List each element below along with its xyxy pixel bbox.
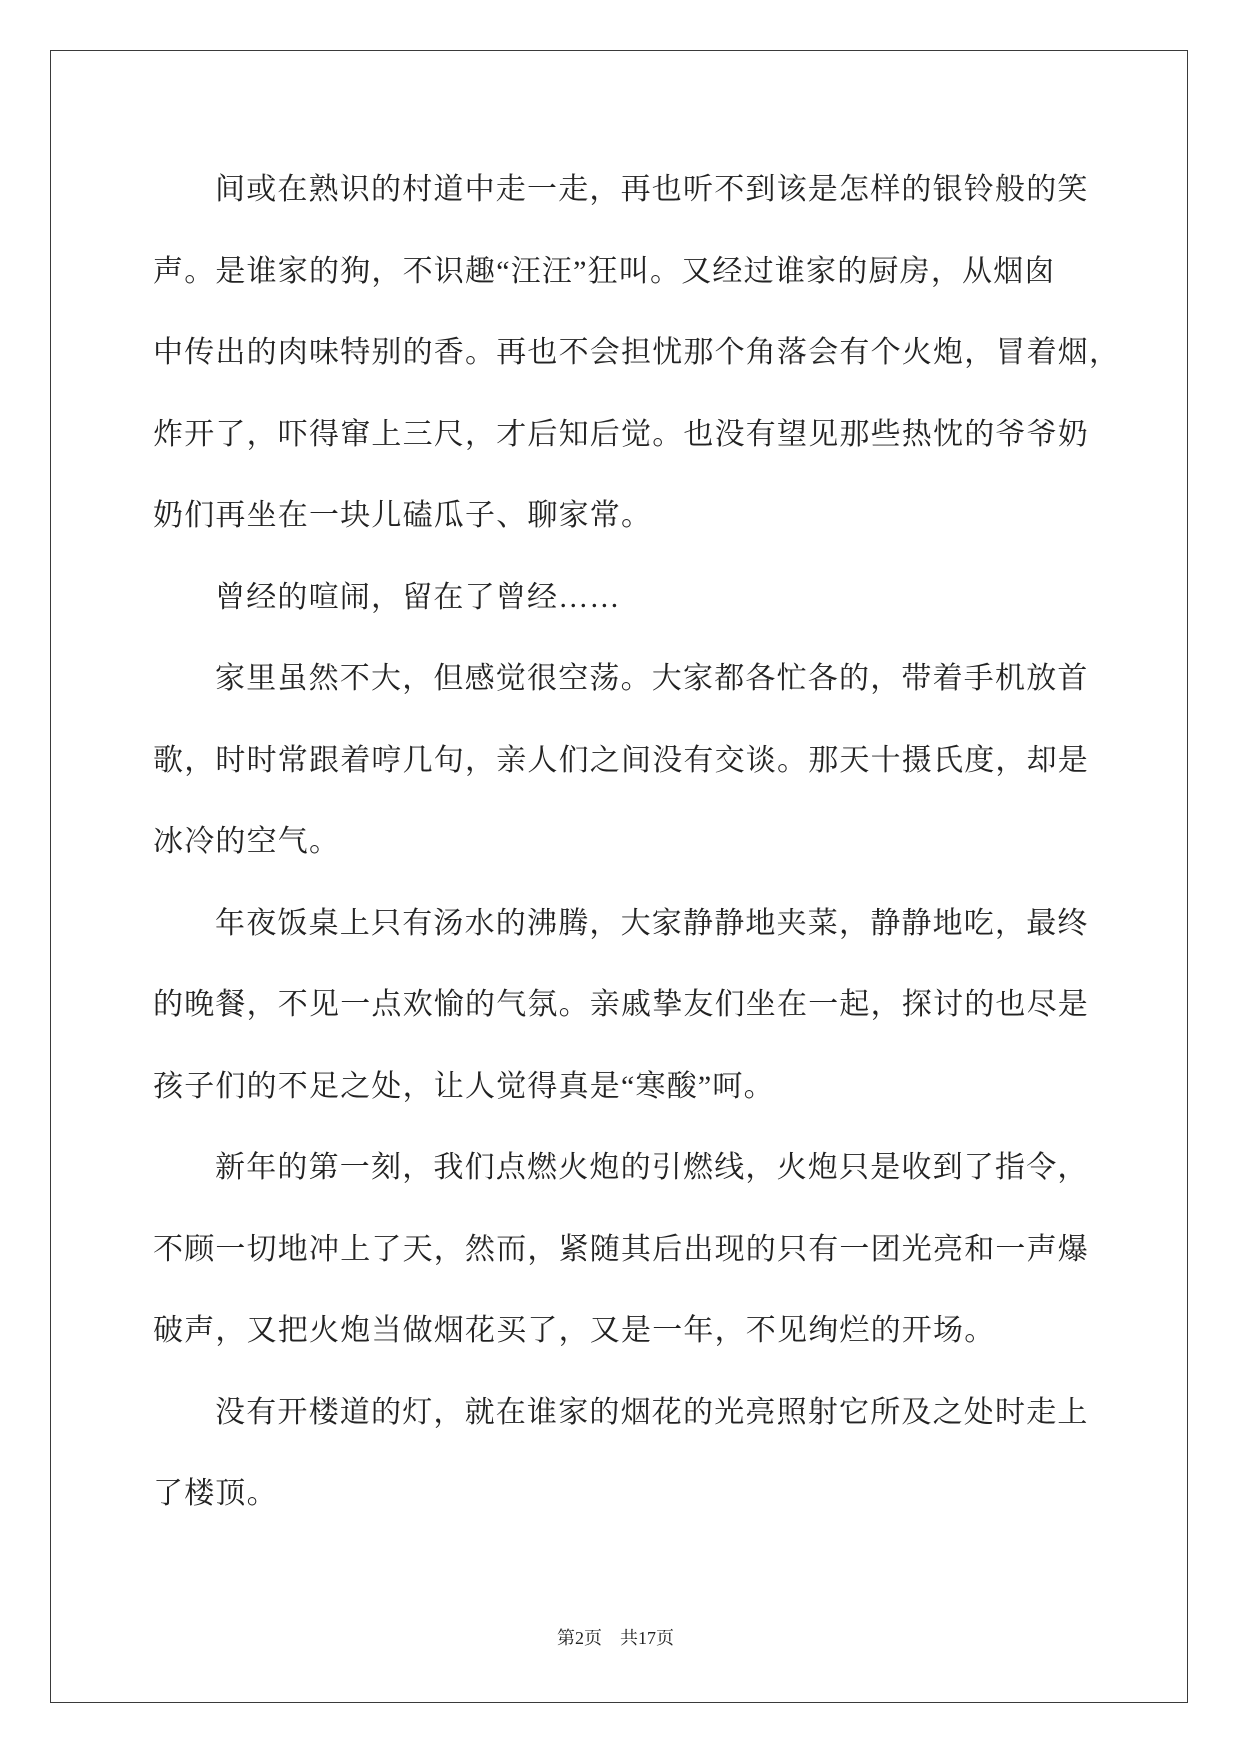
text-line: 奶们再坐在一块儿磕瓜子、聊家常。: [153, 499, 653, 532]
text-line: 孩子们的不足之处，让人觉得真是“寒酸”呵。: [153, 1069, 775, 1103]
paragraph-2: [153, 557, 1143, 639]
text-line: 声。是谁家的狗，不识趣“汪汪”狂叫。又经过谁家的厨房，从烟囱: [153, 254, 1056, 288]
paragraph-4: [153, 883, 1143, 1128]
text-line: 不顾一切地冲上了天，然而，紧随其后出现的只有一团光亮和一声爆: [153, 1232, 1089, 1266]
paragraph-5: [153, 1127, 1143, 1372]
document-body: [153, 149, 1143, 1535]
paragraph-6: [153, 1372, 1143, 1535]
text-line: 炸开了，吓得窜上三尺，才后知后觉。也没有望见那些热忱的爷爷奶: [153, 417, 1089, 451]
page-footer: [0, 1624, 1231, 1652]
text-line: 年夜饭桌上只有汤水的沸腾，大家静静地夹菜，静静地吃，最终: [215, 906, 1089, 940]
text-line: 了楼顶。: [153, 1477, 278, 1510]
text-line: 歌，时时常跟着哼几句，亲人们之间没有交谈。那天十摄氏度，却是: [153, 743, 1089, 777]
text-line: 曾经的喧闹，留在了曾经……: [215, 580, 621, 614]
paragraph-3: [153, 638, 1143, 883]
paragraph-1: [153, 149, 1143, 557]
text-line: 家里虽然不大，但感觉很空荡。大家都各忙各的，带着手机放首: [215, 662, 1089, 695]
total-pages: 共17页: [620, 1628, 674, 1648]
text-line: 的晚餐，不见一点欢愉的气氛。亲戚挚友们坐在一起，探讨的也尽是: [153, 988, 1089, 1021]
page-number: 第2页: [557, 1628, 602, 1648]
text-line: 间或在熟识的村道中走一走，再也听不到该是怎样的银铃般的笑: [215, 173, 1089, 206]
text-line: 破声，又把火炮当做烟花买了，又是一年，不见绚烂的开场。: [153, 1314, 996, 1347]
text-line: 新年的第一刻，我们点燃火炮的引燃线，火炮只是收到了指令，: [215, 1151, 1089, 1184]
text-line: 没有开楼道的灯，就在谁家的烟花的光亮照射它所及之处时走上: [215, 1395, 1089, 1429]
text-line: 中传出的肉味特别的香。再也不会担忧那个角落会有个火炮，冒着烟，: [153, 336, 1121, 369]
text-line: 冰冷的空气。: [153, 825, 341, 858]
